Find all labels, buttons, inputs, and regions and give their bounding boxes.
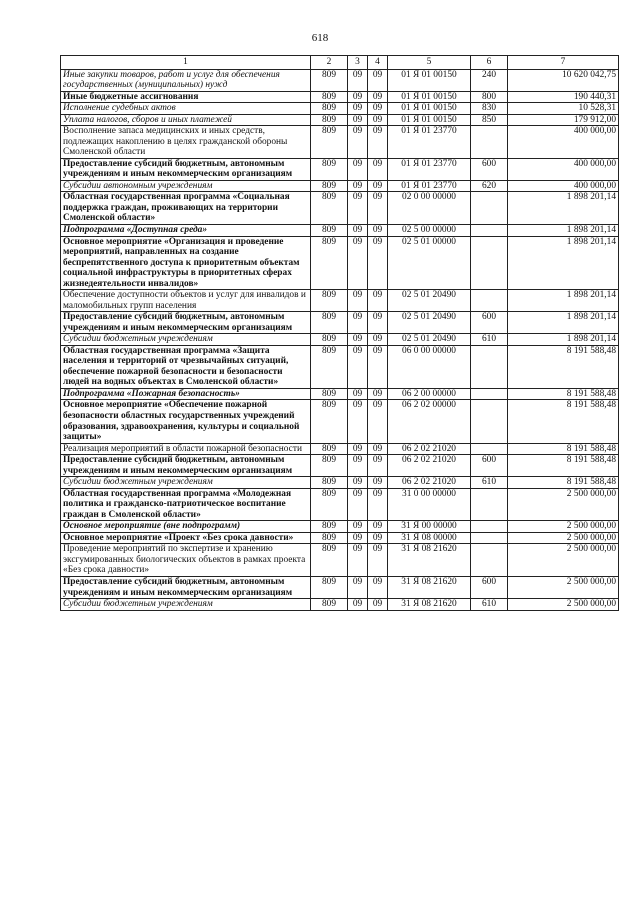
table-row bbox=[61, 290, 619, 312]
row-name-cell: Субсидии бюджетным учреждениям bbox=[61, 477, 311, 489]
table-row bbox=[61, 345, 619, 388]
section-cell: 09 bbox=[348, 69, 368, 91]
target-item-cell: 01 Я 01 23770 bbox=[388, 126, 471, 159]
amount-cell: 179 912,00 bbox=[508, 114, 619, 126]
section-cell: 09 bbox=[348, 334, 368, 346]
amount-cell: 2 500 000,00 bbox=[508, 599, 619, 611]
section-cell: 09 bbox=[348, 192, 368, 225]
header-row bbox=[61, 56, 619, 70]
amount-cell: 8 191 588,48 bbox=[508, 455, 619, 477]
ministry-code-cell: 809 bbox=[311, 532, 348, 544]
subsection-cell: 09 bbox=[368, 114, 388, 126]
amount-cell: 10 620 042,75 bbox=[508, 69, 619, 91]
target-item-cell: 01 Я 01 00150 bbox=[388, 91, 471, 103]
expense-type-cell bbox=[471, 544, 508, 577]
expense-type-cell: 850 bbox=[471, 114, 508, 126]
row-name-cell: Исполнение судебных актов bbox=[61, 103, 311, 115]
section-cell: 09 bbox=[348, 576, 368, 598]
target-item-cell: 06 0 00 00000 bbox=[388, 345, 471, 388]
ministry-code-cell: 809 bbox=[311, 236, 348, 290]
table-body bbox=[61, 56, 619, 611]
row-name-cell: Предоставление субсидий бюджетным, автономным учреждениям и иным некоммерческим организациям bbox=[61, 158, 311, 180]
amount-cell: 1 898 201,14 bbox=[508, 334, 619, 346]
ministry-code-cell: 809 bbox=[311, 334, 348, 346]
table-row bbox=[61, 576, 619, 598]
expense-type-cell: 240 bbox=[471, 69, 508, 91]
column-header: 2 bbox=[311, 56, 348, 70]
column-header: 5 bbox=[388, 56, 471, 70]
amount-cell: 2 500 000,00 bbox=[508, 488, 619, 521]
row-name-cell: Областная государственная программа «Социальная поддержка граждан, проживающих на территории Смоленской области» bbox=[61, 192, 311, 225]
table-row bbox=[61, 192, 619, 225]
subsection-cell: 09 bbox=[368, 290, 388, 312]
amount-cell: 1 898 201,14 bbox=[508, 312, 619, 334]
amount-cell: 8 191 588,48 bbox=[508, 345, 619, 388]
expense-type-cell bbox=[471, 224, 508, 236]
target-item-cell: 02 0 00 00000 bbox=[388, 192, 471, 225]
row-name-cell: Восполнение запаса медицинских и иных средств, подлежащих накоплению в целях гражданской обороны Смоленской области bbox=[61, 126, 311, 159]
amount-cell: 400 000,00 bbox=[508, 180, 619, 192]
target-item-cell: 31 Я 08 21620 bbox=[388, 544, 471, 577]
section-cell: 09 bbox=[348, 521, 368, 533]
row-name-cell: Обеспечение доступности объектов и услуг для инвалидов и маломобильных групп населения bbox=[61, 290, 311, 312]
row-name-cell: Основное мероприятие «Проект «Без срока давности» bbox=[61, 532, 311, 544]
ministry-code-cell: 809 bbox=[311, 443, 348, 455]
target-item-cell: 06 2 02 21020 bbox=[388, 455, 471, 477]
ministry-code-cell: 809 bbox=[311, 290, 348, 312]
row-name-cell: Субсидии бюджетным учреждениям bbox=[61, 599, 311, 611]
ministry-code-cell: 809 bbox=[311, 126, 348, 159]
target-item-cell: 31 Я 08 21620 bbox=[388, 576, 471, 598]
expense-type-cell: 600 bbox=[471, 158, 508, 180]
amount-cell: 2 500 000,00 bbox=[508, 544, 619, 577]
section-cell: 09 bbox=[348, 455, 368, 477]
ministry-code-cell: 809 bbox=[311, 69, 348, 91]
amount-cell: 10 528,31 bbox=[508, 103, 619, 115]
section-cell: 09 bbox=[348, 158, 368, 180]
section-cell: 09 bbox=[348, 345, 368, 388]
subsection-cell: 09 bbox=[368, 312, 388, 334]
row-name-cell: Основное мероприятие «Обеспечение пожарной безопасности областных государственных учреждений образования, здравоохранения, культуры и социальной защиты» bbox=[61, 400, 311, 443]
amount-cell: 8 191 588,48 bbox=[508, 388, 619, 400]
amount-cell: 2 500 000,00 bbox=[508, 576, 619, 598]
table-row bbox=[61, 224, 619, 236]
ministry-code-cell: 809 bbox=[311, 544, 348, 577]
target-item-cell: 31 Я 08 21620 bbox=[388, 599, 471, 611]
target-item-cell: 06 2 00 00000 bbox=[388, 388, 471, 400]
row-name-cell: Иные бюджетные ассигнования bbox=[61, 91, 311, 103]
subsection-cell: 09 bbox=[368, 388, 388, 400]
column-header: 3 bbox=[348, 56, 368, 70]
amount-cell: 1 898 201,14 bbox=[508, 290, 619, 312]
amount-cell: 400 000,00 bbox=[508, 126, 619, 159]
expense-type-cell bbox=[471, 236, 508, 290]
target-item-cell: 01 Я 01 00150 bbox=[388, 103, 471, 115]
expense-type-cell bbox=[471, 443, 508, 455]
page-number: 618 bbox=[311, 32, 329, 44]
table-row bbox=[61, 126, 619, 159]
target-item-cell: 31 Я 08 00000 bbox=[388, 532, 471, 544]
expense-type-cell bbox=[471, 345, 508, 388]
table-row bbox=[61, 488, 619, 521]
ministry-code-cell: 809 bbox=[311, 477, 348, 489]
table-row bbox=[61, 388, 619, 400]
subsection-cell: 09 bbox=[368, 521, 388, 533]
row-name-cell: Предоставление субсидий бюджетным, автономным учреждениям и иным некоммерческим организациям bbox=[61, 455, 311, 477]
subsection-cell: 09 bbox=[368, 334, 388, 346]
subsection-cell: 09 bbox=[368, 488, 388, 521]
expense-type-cell: 620 bbox=[471, 180, 508, 192]
table-row bbox=[61, 477, 619, 489]
target-item-cell: 02 5 00 00000 bbox=[388, 224, 471, 236]
row-name-cell: Реализация мероприятий в области пожарной безопасности bbox=[61, 443, 311, 455]
row-name-cell: Проведение мероприятий по экспертизе и хранению эксгумированных биологических объектов в рамках проекта «Без срока давности» bbox=[61, 544, 311, 577]
table-row bbox=[61, 91, 619, 103]
row-name-cell: Областная государственная программа «Молодежная политика и гражданско-патриотическое воспитание граждан в Смоленской области» bbox=[61, 488, 311, 521]
amount-cell: 8 191 588,48 bbox=[508, 443, 619, 455]
row-name-cell: Подпрограмма «Пожарная безопасность» bbox=[61, 388, 311, 400]
table-row bbox=[61, 521, 619, 533]
expense-type-cell: 610 bbox=[471, 599, 508, 611]
section-cell: 09 bbox=[348, 103, 368, 115]
ministry-code-cell: 809 bbox=[311, 103, 348, 115]
amount-cell: 1 898 201,14 bbox=[508, 192, 619, 225]
amount-cell: 8 191 588,48 bbox=[508, 400, 619, 443]
column-header: 7 bbox=[508, 56, 619, 70]
section-cell: 09 bbox=[348, 443, 368, 455]
table-row bbox=[61, 158, 619, 180]
target-item-cell: 01 Я 01 00150 bbox=[388, 69, 471, 91]
expense-type-cell: 800 bbox=[471, 91, 508, 103]
table-row bbox=[61, 103, 619, 115]
ministry-code-cell: 809 bbox=[311, 576, 348, 598]
row-name-cell: Субсидии автономным учреждениям bbox=[61, 180, 311, 192]
amount-cell: 1 898 201,14 bbox=[508, 236, 619, 290]
target-item-cell: 01 Я 01 23770 bbox=[388, 180, 471, 192]
table-row bbox=[61, 455, 619, 477]
subsection-cell: 09 bbox=[368, 236, 388, 290]
target-item-cell: 01 Я 01 23770 bbox=[388, 158, 471, 180]
expense-type-cell: 600 bbox=[471, 312, 508, 334]
target-item-cell: 02 5 01 20490 bbox=[388, 290, 471, 312]
ministry-code-cell: 809 bbox=[311, 114, 348, 126]
amount-cell: 2 500 000,00 bbox=[508, 521, 619, 533]
subsection-cell: 09 bbox=[368, 477, 388, 489]
table-row bbox=[61, 334, 619, 346]
row-name-cell: Предоставление субсидий бюджетным, автономным учреждениям и иным некоммерческим организациям bbox=[61, 312, 311, 334]
amount-cell: 190 440,31 bbox=[508, 91, 619, 103]
expense-type-cell bbox=[471, 290, 508, 312]
subsection-cell: 09 bbox=[368, 224, 388, 236]
row-name-cell: Подпрограмма «Доступная среда» bbox=[61, 224, 311, 236]
section-cell: 09 bbox=[348, 312, 368, 334]
target-item-cell: 06 2 02 21020 bbox=[388, 477, 471, 489]
target-item-cell: 02 5 01 20490 bbox=[388, 312, 471, 334]
ministry-code-cell: 809 bbox=[311, 599, 348, 611]
subsection-cell: 09 bbox=[368, 126, 388, 159]
target-item-cell: 06 2 02 00000 bbox=[388, 400, 471, 443]
subsection-cell: 09 bbox=[368, 544, 388, 577]
budget-table bbox=[60, 55, 619, 611]
section-cell: 09 bbox=[348, 388, 368, 400]
ministry-code-cell: 809 bbox=[311, 521, 348, 533]
amount-cell: 2 500 000,00 bbox=[508, 532, 619, 544]
table-row bbox=[61, 236, 619, 290]
ministry-code-cell: 809 bbox=[311, 400, 348, 443]
expense-type-cell bbox=[471, 400, 508, 443]
table-row bbox=[61, 544, 619, 577]
table-row bbox=[61, 69, 619, 91]
row-name-cell: Основное мероприятие «Организация и проведение мероприятий, направленных на создание беспрепятственного доступа к приоритетным объектам социальной инфраструктуры в приоритетных сферах жизнедеятельности инвалидов» bbox=[61, 236, 311, 290]
table-row bbox=[61, 180, 619, 192]
column-header: 4 bbox=[368, 56, 388, 70]
subsection-cell: 09 bbox=[368, 455, 388, 477]
section-cell: 09 bbox=[348, 126, 368, 159]
row-name-cell: Областная государственная программа «Защита населения и территорий от чрезвычайных ситуаций, обеспечение пожарной безопасности и безопасности людей на водных объектах в Смоленской области» bbox=[61, 345, 311, 388]
subsection-cell: 09 bbox=[368, 345, 388, 388]
expense-type-cell: 600 bbox=[471, 576, 508, 598]
expense-type-cell: 600 bbox=[471, 455, 508, 477]
subsection-cell: 09 bbox=[368, 103, 388, 115]
row-name-cell: Иные закупки товаров, работ и услуг для обеспечения государственных (муниципальных) нужд bbox=[61, 69, 311, 91]
ministry-code-cell: 809 bbox=[311, 180, 348, 192]
target-item-cell: 31 0 00 00000 bbox=[388, 488, 471, 521]
ministry-code-cell: 809 bbox=[311, 312, 348, 334]
subsection-cell: 09 bbox=[368, 192, 388, 225]
table-row bbox=[61, 400, 619, 443]
section-cell: 09 bbox=[348, 180, 368, 192]
amount-cell: 1 898 201,14 bbox=[508, 224, 619, 236]
section-cell: 09 bbox=[348, 532, 368, 544]
subsection-cell: 09 bbox=[368, 69, 388, 91]
subsection-cell: 09 bbox=[368, 532, 388, 544]
row-name-cell: Субсидии бюджетным учреждениям bbox=[61, 334, 311, 346]
section-cell: 09 bbox=[348, 400, 368, 443]
target-item-cell: 31 Я 00 00000 bbox=[388, 521, 471, 533]
row-name-cell: Основное мероприятие (вне подпрограмм) bbox=[61, 521, 311, 533]
ministry-code-cell: 809 bbox=[311, 345, 348, 388]
expense-type-cell: 610 bbox=[471, 334, 508, 346]
expense-type-cell bbox=[471, 521, 508, 533]
amount-cell: 400 000,00 bbox=[508, 158, 619, 180]
subsection-cell: 09 bbox=[368, 443, 388, 455]
row-name-cell: Предоставление субсидий бюджетным, автономным учреждениям и иным некоммерческим организациям bbox=[61, 576, 311, 598]
subsection-cell: 09 bbox=[368, 91, 388, 103]
subsection-cell: 09 bbox=[368, 180, 388, 192]
column-header: 6 bbox=[471, 56, 508, 70]
table-row bbox=[61, 599, 619, 611]
expense-type-cell bbox=[471, 488, 508, 521]
ministry-code-cell: 809 bbox=[311, 192, 348, 225]
amount-cell: 8 191 588,48 bbox=[508, 477, 619, 489]
target-item-cell: 02 5 01 20490 bbox=[388, 334, 471, 346]
section-cell: 09 bbox=[348, 290, 368, 312]
row-name-cell: Уплата налогов, сборов и иных платежей bbox=[61, 114, 311, 126]
ministry-code-cell: 809 bbox=[311, 158, 348, 180]
table-row bbox=[61, 443, 619, 455]
subsection-cell: 09 bbox=[368, 158, 388, 180]
table-row bbox=[61, 312, 619, 334]
ministry-code-cell: 809 bbox=[311, 488, 348, 521]
section-cell: 09 bbox=[348, 599, 368, 611]
ministry-code-cell: 809 bbox=[311, 91, 348, 103]
section-cell: 09 bbox=[348, 224, 368, 236]
section-cell: 09 bbox=[348, 477, 368, 489]
subsection-cell: 09 bbox=[368, 576, 388, 598]
subsection-cell: 09 bbox=[368, 400, 388, 443]
target-item-cell: 01 Я 01 00150 bbox=[388, 114, 471, 126]
ministry-code-cell: 809 bbox=[311, 388, 348, 400]
expense-type-cell bbox=[471, 388, 508, 400]
section-cell: 09 bbox=[348, 91, 368, 103]
expense-type-cell: 610 bbox=[471, 477, 508, 489]
target-item-cell: 06 2 02 21020 bbox=[388, 443, 471, 455]
expense-type-cell bbox=[471, 126, 508, 159]
ministry-code-cell: 809 bbox=[311, 455, 348, 477]
table-row bbox=[61, 532, 619, 544]
table-row bbox=[61, 114, 619, 126]
section-cell: 09 bbox=[348, 544, 368, 577]
expense-type-cell: 830 bbox=[471, 103, 508, 115]
column-header: 1 bbox=[61, 56, 311, 70]
ministry-code-cell: 809 bbox=[311, 224, 348, 236]
section-cell: 09 bbox=[348, 488, 368, 521]
section-cell: 09 bbox=[348, 114, 368, 126]
subsection-cell: 09 bbox=[368, 599, 388, 611]
expense-type-cell bbox=[471, 192, 508, 225]
section-cell: 09 bbox=[348, 236, 368, 290]
target-item-cell: 02 5 01 00000 bbox=[388, 236, 471, 290]
expense-type-cell bbox=[471, 532, 508, 544]
